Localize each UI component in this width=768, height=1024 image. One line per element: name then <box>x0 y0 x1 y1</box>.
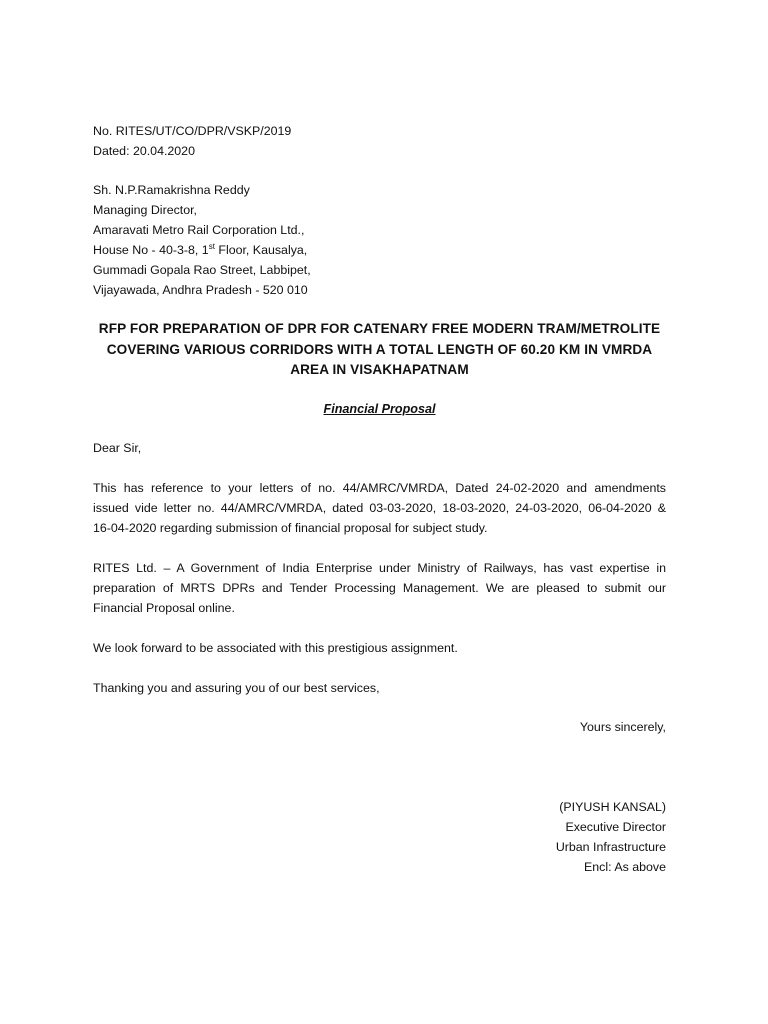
subject-heading <box>93 319 666 381</box>
signature-block <box>93 797 666 877</box>
addressee-address-line3: Vijayawada, Andhra Pradesh - 520 010 <box>93 283 308 297</box>
addressee-organization: Amaravati Metro Rail Corporation Ltd., <box>93 223 305 237</box>
addressee-name: Sh. N.P.Ramakrishna Reddy <box>93 183 250 197</box>
reference-block <box>93 121 666 161</box>
signatory-name: (PIYUSH KANSAL) <box>559 799 666 814</box>
paragraph-line: issued vide letter no. 44/AMRC/VMRDA, dated 03-03-2020, 18-03-2020, 24-03-2020, 06-04-2020 & <box>93 500 666 515</box>
paragraph-line: Financial Proposal online. <box>93 600 235 615</box>
addressee-block <box>93 180 666 300</box>
paragraph-line: 16-04-2020 regarding submission of financial proposal for subject study. <box>93 520 488 535</box>
signatory-title: Executive Director <box>565 819 666 834</box>
salutation: Dear Sir, <box>93 440 142 455</box>
enclosure-note: Encl: As above <box>584 859 666 874</box>
paragraph-reference <box>93 478 666 538</box>
subject-line: AREA IN VISAKHAPATNAM <box>290 362 469 377</box>
reference-date: Dated: 20.04.2020 <box>93 144 195 158</box>
addressee-designation: Managing Director, <box>93 203 197 217</box>
proposal-title: Financial Proposal <box>323 401 436 416</box>
subject-line: COVERING VARIOUS CORRIDORS WITH A TOTAL LENGTH OF 60.20 KM IN VMRDA <box>106 341 653 357</box>
paragraph-line: Thanking you and assuring you of our best services, <box>93 680 380 695</box>
signatory-department: Urban Infrastructure <box>555 839 666 854</box>
paragraph-introduction <box>93 558 666 618</box>
letter-body <box>93 121 666 877</box>
addressee-address-line1 <box>93 240 666 260</box>
paragraph-association <box>93 638 666 658</box>
address-line1-start: House No - 40-3-8, 1 <box>93 243 209 257</box>
reference-number: No. RITES/UT/CO/DPR/VSKP/2019 <box>93 124 292 138</box>
paragraph-line: We look forward to be associated with this prestigious assignment. <box>93 640 458 655</box>
ordinal-superscript: st <box>208 242 215 251</box>
paragraph-line: preparation of MRTS DPRs and Tender Processing Management. We are pleased to submit our <box>93 580 666 595</box>
addressee-address-line2: Gummadi Gopala Rao Street, Labbipet, <box>93 263 311 277</box>
paragraph-thanks <box>93 678 666 698</box>
address-line1-end: Floor, Kausalya, <box>214 243 308 257</box>
closing-phrase: Yours sincerely, <box>579 719 666 734</box>
paragraph-line: RITES Ltd. – A Government of India Enterprise under Ministry of Railways, has vast expertise in <box>93 560 666 575</box>
paragraph-line: This has reference to your letters of no. 44/AMRC/VMRDA, Dated 24-02-2020 and amendments <box>93 480 666 495</box>
subject-line: RFP FOR PREPARATION OF DPR FOR CATENARY FREE MODERN TRAM/METROLITE <box>98 321 661 336</box>
